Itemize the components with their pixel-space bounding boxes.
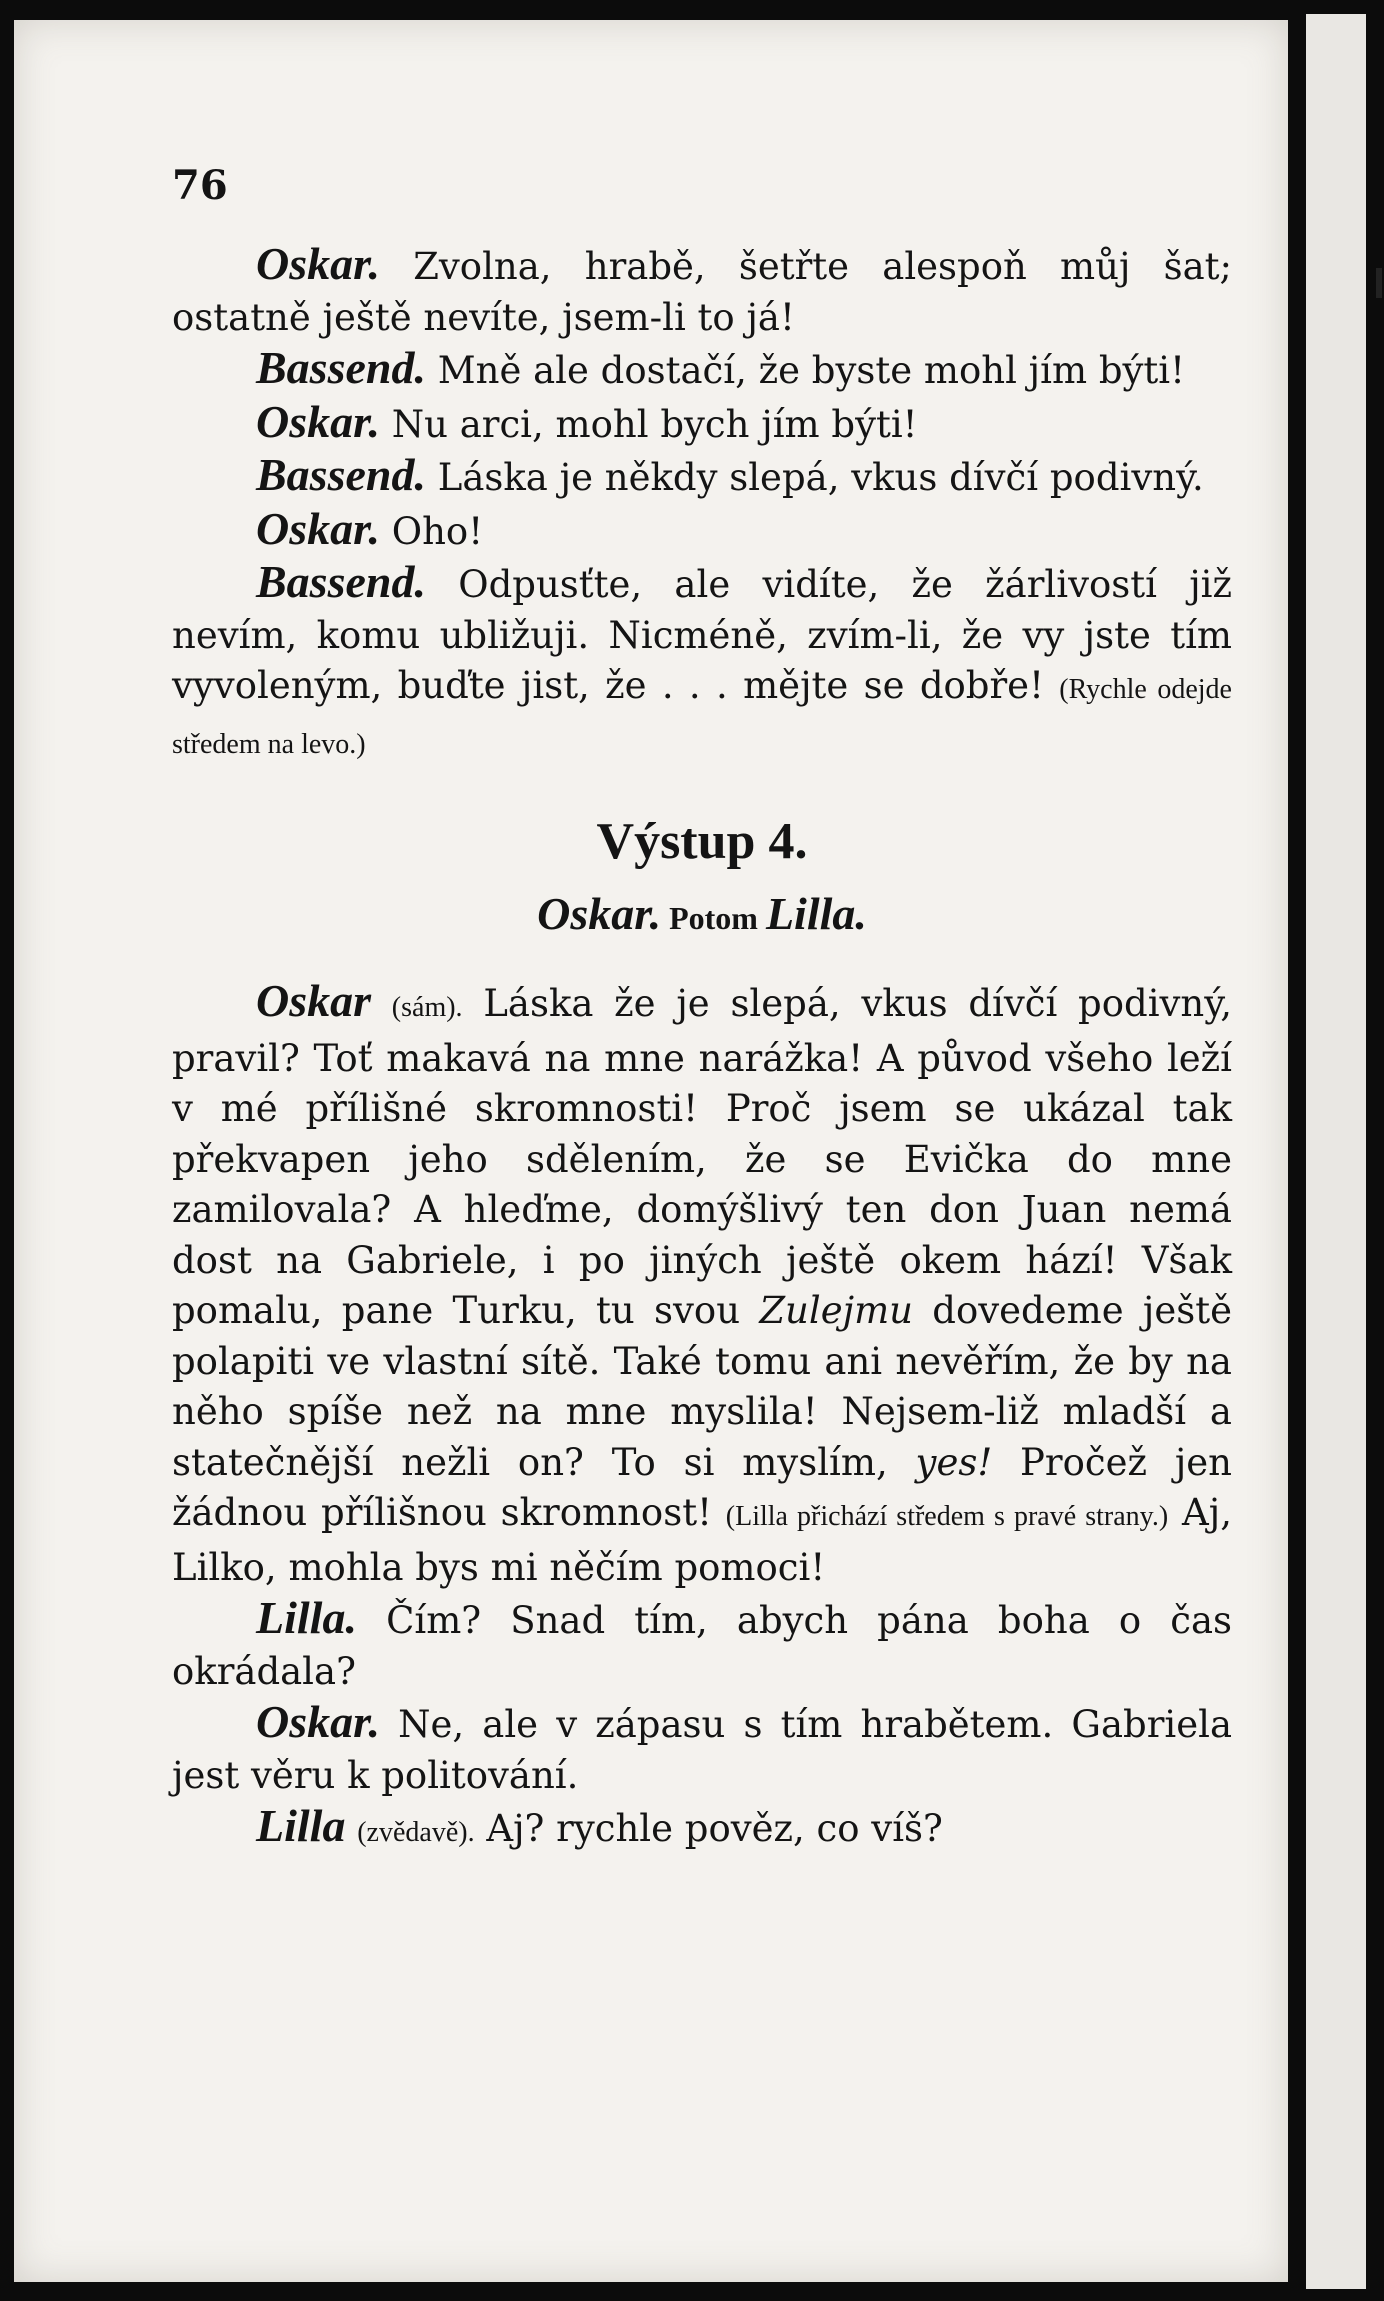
dialogue-text: Mně ale dostačí, že byste mohl jím býti! xyxy=(437,349,1185,392)
stage-direction: (zvědavě). xyxy=(357,1817,475,1848)
stage-direction: (sám). xyxy=(391,992,463,1023)
dialogue-emphasis: Zulejmu xyxy=(759,1289,913,1332)
dialogue-text: Aj? rychle pověz, co víš? xyxy=(486,1807,943,1850)
dialogue-text: Pročež jen žádnou přílišnou skromnost! xyxy=(172,1440,1233,1534)
dialogue-text: Nu arci, mohl bych jím býti! xyxy=(391,402,918,446)
dialogue-text: Odpusťte, ale vidíte, že žárlivostí již nevím, komu ubližuji. Nicméně, zvím-li, že vy jste tím vyvoleným, buďte jist, že . . . mějte se dobře! xyxy=(172,563,1232,707)
dialogue-text: Aj, Lilko, mohla bys mi něčím pomoci! xyxy=(172,1491,1232,1589)
speaker-name: Oskar. xyxy=(256,502,380,554)
dialogue-text: Oho! xyxy=(391,509,484,553)
dialogue-emphasis: yes! xyxy=(915,1440,993,1484)
speaker-name: Oskar. xyxy=(256,395,380,447)
adjacent-page-edge xyxy=(1306,14,1366,2289)
dialogue-line xyxy=(172,450,1232,504)
page-text xyxy=(172,162,1232,1859)
scene-cast xyxy=(172,887,1232,940)
adjacent-page-mark xyxy=(1376,268,1382,298)
dialogue-line xyxy=(172,343,1232,397)
dialogue-text: Zvolna, hrabě, šetřte alespoň můj šat; ostatně ještě nevíte, jsem-li to já! xyxy=(172,245,1232,339)
speaker-name: Oskar xyxy=(256,975,372,1026)
page-number: 76 xyxy=(172,162,228,209)
stage-direction: (Lilla přichází středem s pravé strany.) xyxy=(725,1501,1169,1532)
dialogue-text: Ne, ale v zápasu s tím hrabětem. Gabriela jest věru k politování. xyxy=(172,1703,1233,1797)
dialogue-line xyxy=(172,239,1232,343)
dialogue-line xyxy=(172,557,1232,770)
speaker-name: Lilla. xyxy=(256,1592,357,1643)
dialogue-line xyxy=(172,504,1232,558)
stage-direction: (Rychle odejde středem na levo.) xyxy=(172,674,1232,760)
cast-connector: Potom xyxy=(669,900,758,936)
dialogue-line xyxy=(172,1801,1232,1859)
dialogue-line xyxy=(172,1697,1232,1801)
speaker-name: Lilla xyxy=(256,1800,346,1851)
speaker-name: Bassend. xyxy=(256,342,426,393)
speaker-name: Oskar. xyxy=(256,1696,380,1747)
dialogue-text: dovedeme ještě polapiti ve vlastní sítě. Také tomu ani nevěřím, že by na něho spíše než na mne myslila! Nejsem-liž mladší a statečnější nežli on? To si myslím, xyxy=(172,1289,1233,1484)
dialogue-text: Láska že je slepá, vkus dívčí podivný, pravil? Toť makavá na mne narážka! A původ všeho leží v mé přílišné skromnosti! Proč jsem se ukázal tak překvapen jeho sdělením, že se Evička do mne zamilovala? A hleďme, domýšlivý ten don Juan nemá dost na Gabriele, i po jiných ještě okem hází! Však pomalu, pane Turku, tu svou xyxy=(172,982,1233,1332)
speaker-name: Bassend. xyxy=(256,556,426,607)
scene-heading: Výstup 4. xyxy=(596,813,808,870)
cast-name: Oskar. xyxy=(537,888,662,939)
dialogue-line xyxy=(172,1593,1232,1697)
dialogue-line xyxy=(172,976,1232,1593)
dialogue-line xyxy=(172,397,1232,451)
dialogue-text: Čím? Snad tím, abych pána boha o čas okrádala? xyxy=(172,1599,1233,1693)
cast-name: Lilla. xyxy=(765,888,867,939)
dialogue-text: Láska je někdy slepá, vkus dívčí podivný. xyxy=(437,456,1204,499)
speaker-name: Oskar. xyxy=(256,238,380,289)
speaker-name: Bassend. xyxy=(256,449,426,500)
